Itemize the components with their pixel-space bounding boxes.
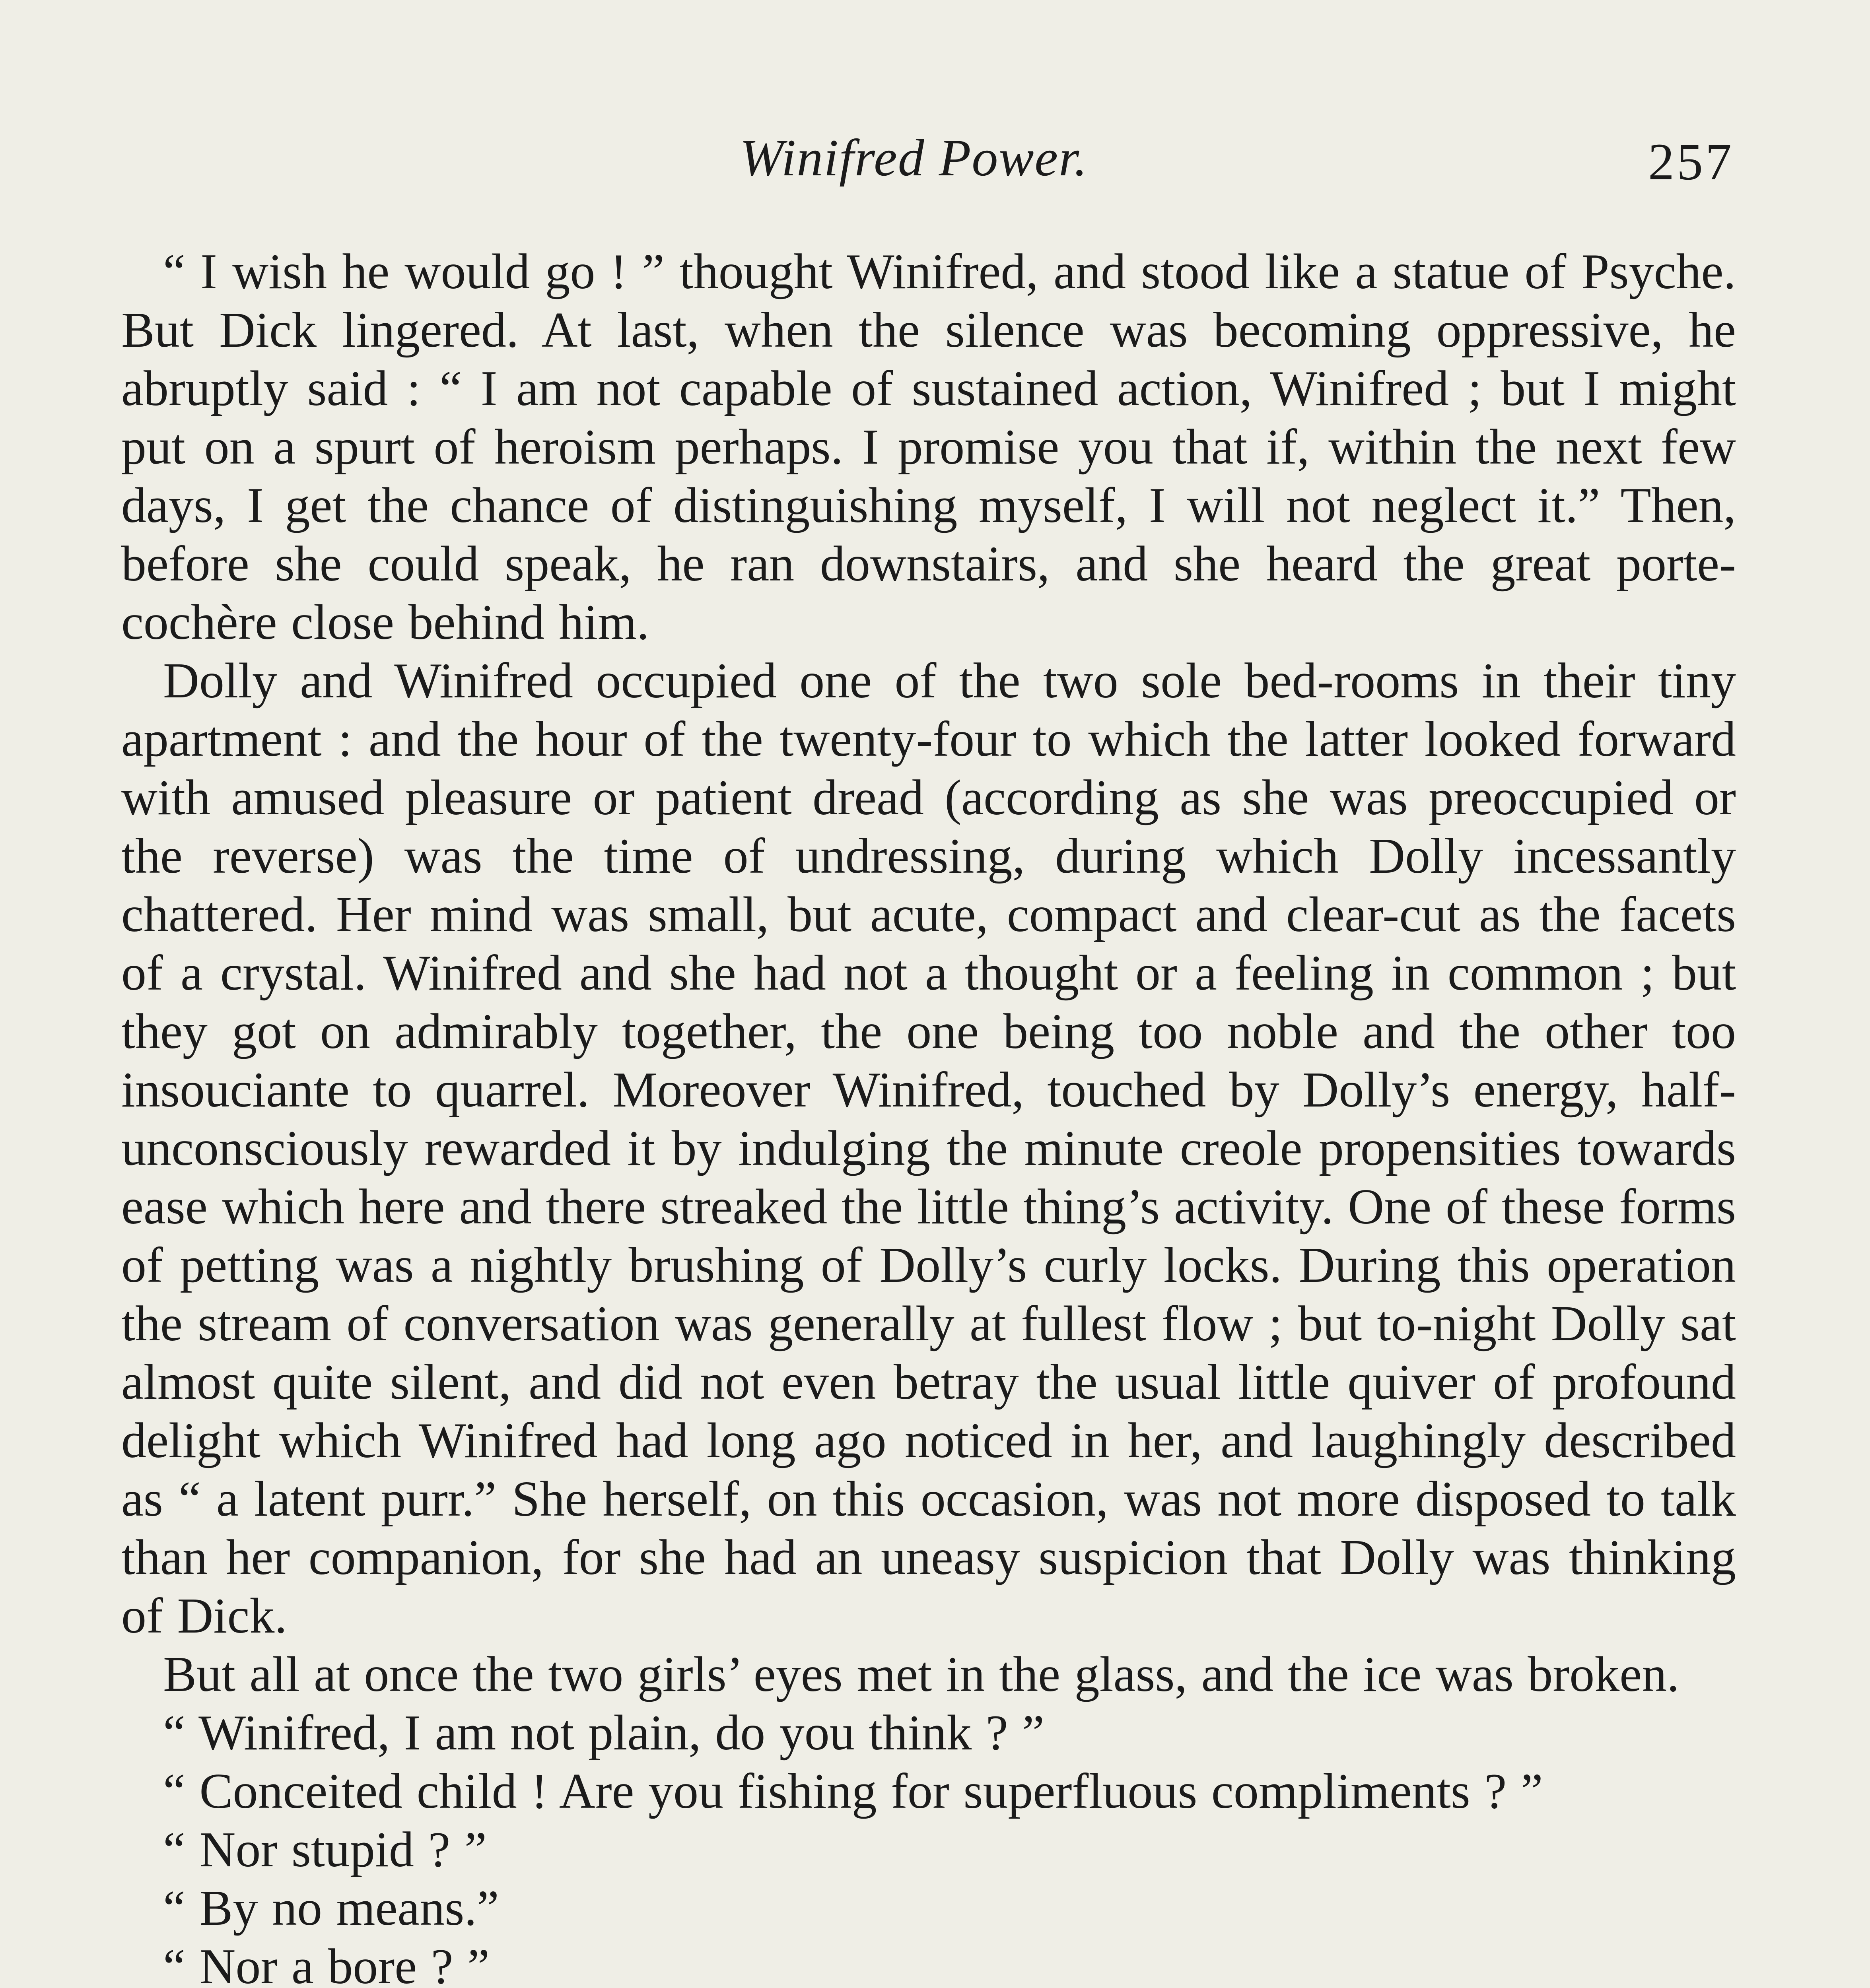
paragraph: “ By no means.” [163, 1881, 499, 1936]
paragraph: “ Nor a bore ? ” [163, 1939, 490, 1988]
paragraph: “ Winifred, I am not plain, do you think ? ” [163, 1705, 1045, 1761]
page-header [119, 119, 1734, 207]
running-title: Winifred Power. [740, 128, 1088, 187]
paragraph: “ I wish he would go ! ” thought Winifred, and stood like a statue of Psyche. But Dick lingered. At last, when the silence was becoming oppressive, he abruptly said : “ I am not capable of sustained action, Winifred ; but I might put on a spurt of heroism perhaps. I promise you that if, within the next few days, I get the chance of distinguishing myself, I will not neglect it.” Then, before she could speak, he ran downstairs, and she heard the great porte-cochère close behind him. [121, 244, 1736, 650]
page-body [121, 243, 1736, 1988]
paragraph: “ Conceited child ! Are you fishing for superfluous compliments ? ” [163, 1764, 1543, 1819]
paragraph: But all at once the two girls’ eyes met in the glass, and the ice was broken. [163, 1647, 1680, 1702]
page-number: 257 [1648, 132, 1734, 191]
paragraph: “ Nor stupid ? ” [163, 1822, 487, 1877]
paragraph: Dolly and Winifred occupied one of the two sole bed-rooms in their tiny apartment : and the hour of the twenty-four to which the latter looked forward with amused pleasure or patient dread (according as she was preoccupied or the reverse) was the time of undressing, during which Dolly incessantly chattered. Her mind was small, but acute, compact and clear-cut as the facets of a crystal. Winifred and she had not a thought or a feeling in common ; but they got on admirably together, the one being too noble and the other too insouciante to quarrel. Moreover Winifred, touched by Dolly’s energy, half-unconsciously rewarded it by indulging the minute creole propensities towards ease which here and there streaked the little thing’s activity. One of these forms of petting was a nightly brushing of Dolly’s curly locks. During this operation the stream of conversation was generally at fullest flow ; but to-night Dolly sat almost quite silent, and did not even betray the usual little quiver of profound delight which Winifred had long ago noticed in her, and laughingly described as “ a latent purr.” She herself, on this occasion, was not more disposed to talk than her companion, for she had an uneasy suspicion that Dolly was thinking of Dick. [121, 653, 1736, 1644]
